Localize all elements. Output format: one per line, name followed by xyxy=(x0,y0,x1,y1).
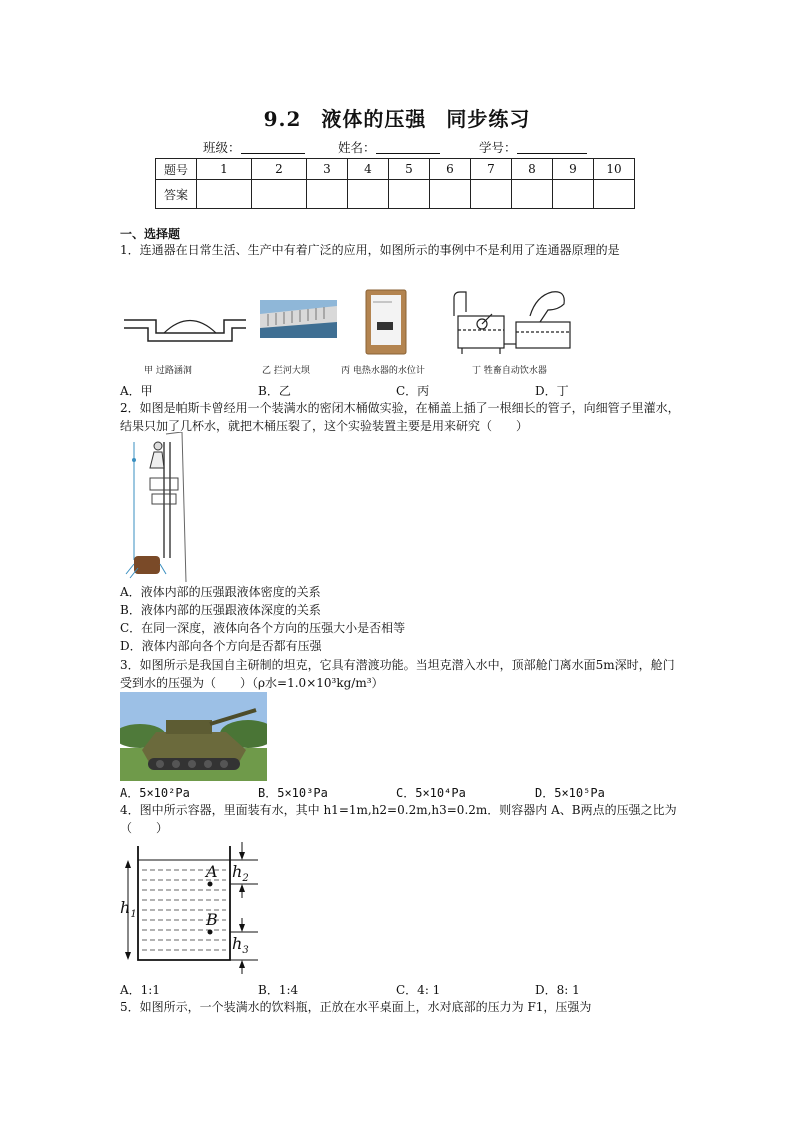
name-field xyxy=(338,138,440,156)
answer-cell[interactable] xyxy=(430,180,471,209)
title-number: 9.2 xyxy=(263,107,302,131)
caption-ding: 丁 牲畜自动饮水器 xyxy=(472,366,547,376)
question-3-text: 3．如图所示是我国自主研制的坦克，它具有潜渡功能。当坦克潜入水中，顶部舱门离水面5m深时，舱门受到水的压强为（ ）（ρ水=1.0×10³kg/m³） xyxy=(120,658,675,690)
q1-option-c[interactable]: C．丙 xyxy=(396,384,430,398)
name-label: 姓名： xyxy=(338,140,376,155)
table-number: 5 xyxy=(389,159,430,180)
q1-option-a[interactable]: A．甲 xyxy=(120,384,153,398)
table-number: 3 xyxy=(307,159,348,180)
table-number: 2 xyxy=(252,159,307,180)
table-header-label: 题号 xyxy=(156,159,197,180)
table-number: 10 xyxy=(594,159,635,180)
label-h3: $h_3$ xyxy=(232,934,249,957)
answer-cell[interactable] xyxy=(197,180,252,209)
answer-cell[interactable] xyxy=(389,180,430,209)
question-5-text: 5．如图所示，一个装满水的饮料瓶，正放在水平桌面上，水对底部的压力为 F1，压强为 xyxy=(120,1000,592,1014)
q2-option-c[interactable]: C．在同一深度，液体向各个方向的压强大小是否相等 xyxy=(120,621,406,635)
table-number: 6 xyxy=(430,159,471,180)
q2-option-a[interactable]: A．液体内部的压强跟液体密度的关系 xyxy=(120,585,321,599)
table-number: 7 xyxy=(471,159,512,180)
label-a: A xyxy=(206,862,218,881)
question-2-text: 2．如图是帕斯卡曾经用一个装满水的密闭木桶做实验，在桶盖上插了一根细长的管子，向细管子里灌水，结果只加了几杯水，就把木桶压裂了，这个实验装置主要是用来研究（ ） xyxy=(120,401,680,433)
q1-option-d[interactable]: D．丁 xyxy=(535,384,569,398)
q3-option-c[interactable]: C．5×10⁴Pa xyxy=(396,786,466,800)
q1-option-b[interactable]: B．乙 xyxy=(258,384,291,398)
page-title xyxy=(0,103,794,132)
question-1-text: 1．连通器在日常生活、生产中有着广泛的应用，如图所示的事例中不是利用了连通器原理的是 xyxy=(120,243,620,257)
answer-cell[interactable] xyxy=(512,180,553,209)
table-number: 9 xyxy=(553,159,594,180)
q2-option-d[interactable]: D．液体内部向各个方向是否都有压强 xyxy=(120,639,322,653)
q3-option-b[interactable]: B．5×10³Pa xyxy=(258,786,328,800)
q4-option-a[interactable]: A．1:1 xyxy=(120,983,160,997)
answer-table xyxy=(155,158,635,209)
label-h2: $h_2$ xyxy=(232,862,249,885)
q2-option-b[interactable]: B．液体内部的压强跟液体深度的关系 xyxy=(120,603,321,617)
title-sub: 同步练习 xyxy=(446,107,531,131)
table-number: 1 xyxy=(197,159,252,180)
name-blank[interactable] xyxy=(376,140,440,154)
answer-cell[interactable] xyxy=(348,180,389,209)
livestock-waterer-figure xyxy=(454,292,570,354)
q4-option-c[interactable]: C．4: 1 xyxy=(396,983,441,997)
point-a xyxy=(208,882,213,887)
answer-cell[interactable] xyxy=(553,180,594,209)
container-figure xyxy=(118,838,268,978)
tank-photo xyxy=(120,692,267,781)
caption-yi: 乙 拦河大坝 xyxy=(262,366,310,376)
q4-option-b[interactable]: B．1:4 xyxy=(258,983,299,997)
point-b xyxy=(208,930,213,935)
title-main: 液体的压强 xyxy=(321,107,427,131)
q1-figures xyxy=(120,288,590,358)
table-number: 8 xyxy=(512,159,553,180)
table-number: 4 xyxy=(348,159,389,180)
answer-cell[interactable] xyxy=(594,180,635,209)
table-answer-label: 答案 xyxy=(156,180,197,209)
water-heater-photo xyxy=(366,290,406,354)
answer-cell[interactable] xyxy=(471,180,512,209)
caption-bing: 丙 电热水器的水位计 xyxy=(341,366,425,376)
q3-option-d[interactable]: D．5×10⁵Pa xyxy=(535,786,605,800)
q4-option-d[interactable]: D．8: 1 xyxy=(535,983,580,997)
answer-cell[interactable] xyxy=(252,180,307,209)
pascal-barrel-figure xyxy=(120,432,190,582)
id-label: 学号： xyxy=(479,140,517,155)
class-blank[interactable] xyxy=(241,140,305,154)
answer-cell[interactable] xyxy=(307,180,348,209)
id-blank[interactable] xyxy=(517,140,587,154)
q3-option-a[interactable]: A．5×10²Pa xyxy=(120,786,190,800)
class-label: 班级： xyxy=(203,140,241,155)
caption-jia: 甲 过路涵洞 xyxy=(144,366,192,376)
culvert-figure xyxy=(124,320,246,341)
dam-photo xyxy=(260,300,337,338)
section-heading: 一、选择题 xyxy=(120,227,181,241)
label-h1: $h_1$ xyxy=(120,898,137,921)
question-4-text: 4．图中所示容器，里面装有水，其中 h1=1m,h2=0.2m,h3=0.2m．则容器内 A、B两点的压强之比为（ ） xyxy=(120,803,677,835)
label-b: B xyxy=(206,910,218,929)
class-field xyxy=(203,138,305,156)
id-field xyxy=(479,138,587,156)
